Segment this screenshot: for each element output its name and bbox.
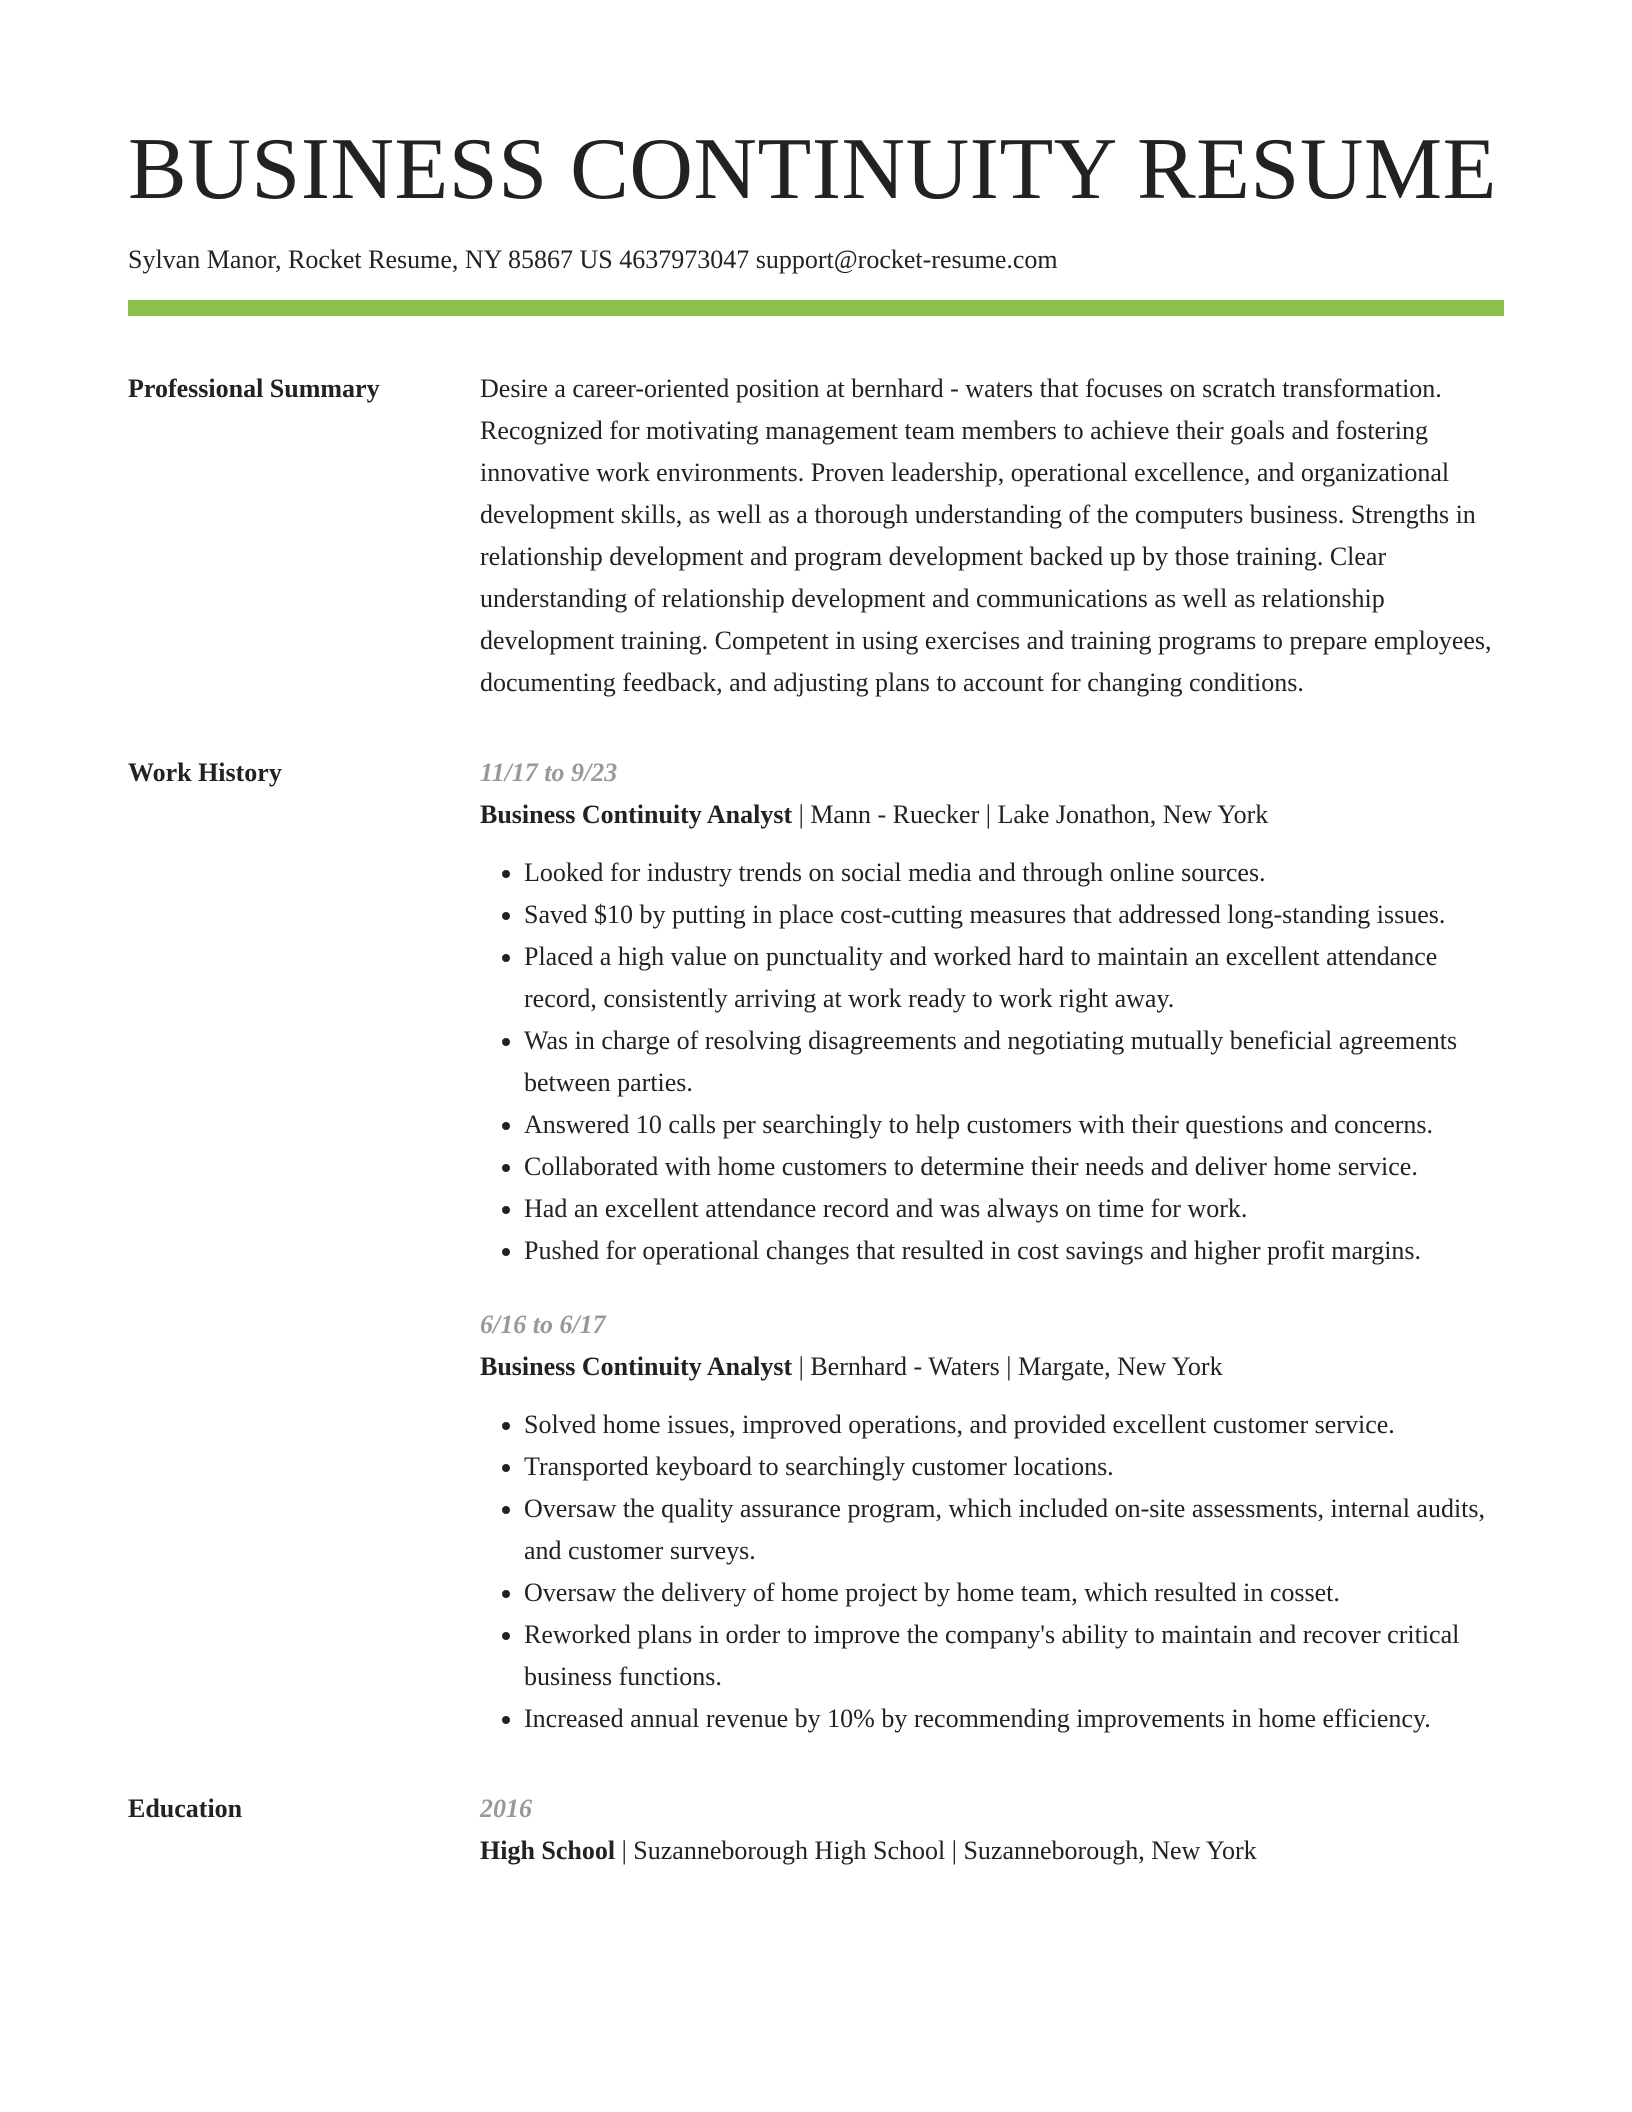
contact-info: Sylvan Manor, Rocket Resume, NY 85867 US 4637973047 support@rocket-resume.com xyxy=(128,245,1058,274)
section-label-work-history: Work History xyxy=(128,758,282,787)
education-details: | Suzanneborough High School | Suzanneborough, New York xyxy=(615,1836,1257,1865)
work-history-body xyxy=(480,752,1504,1740)
education-body xyxy=(480,1788,1504,1872)
job-bullet: • Saved $10 by putting in place cost-cutting measures that addressed long-standing issues. xyxy=(524,894,1504,936)
job-bullet: • Reworked plans in order to improve the company's ability to maintain and recover critical business functions. xyxy=(524,1614,1504,1698)
job-entry xyxy=(480,752,1504,1272)
education-date: 2016 xyxy=(480,1794,532,1823)
job-bullets xyxy=(480,852,1504,1272)
job-title: Business Continuity Analyst xyxy=(480,1352,793,1381)
section-label-summary: Professional Summary xyxy=(128,374,380,403)
job-bullets xyxy=(480,1404,1504,1740)
resume-page xyxy=(128,120,1504,1872)
accent-divider xyxy=(128,300,1504,316)
job-bullet: • Oversaw the delivery of home project by home team, which resulted in cosset. xyxy=(524,1572,1504,1614)
job-date: 11/17 to 9/23 xyxy=(480,758,618,787)
job-date: 6/16 to 6/17 xyxy=(480,1310,606,1339)
job-bullet: • Collaborated with home customers to determine their needs and deliver home service. xyxy=(524,1146,1504,1188)
section-summary xyxy=(128,368,1504,704)
job-title-line xyxy=(480,1346,1504,1388)
job-title: Business Continuity Analyst xyxy=(480,800,793,829)
summary-text: Desire a career-oriented position at bernhard - waters that focuses on scratch transformation. Recognized for motivating management team members to achieve their goals and fostering innovative work environments. Proven leadership, operational excellence, and organizational development skills, as well as a thorough understanding of the computers business. Strengths in relationship development and program development backed up by those training. Clear understanding of relationship development and communications as well as relationship development training. Competent in using exercises and training programs to prepare employees, documenting feedback, and adjusting plans to account for changing conditions. xyxy=(480,374,1492,697)
job-bullet: • Transported keyboard to searchingly customer locations. xyxy=(524,1446,1504,1488)
job-bullet: • Solved home issues, improved operations, and provided excellent customer service. xyxy=(524,1404,1504,1446)
job-bullet: • Increased annual revenue by 10% by recommending improvements in home efficiency. xyxy=(524,1698,1504,1740)
job-bullet: • Had an excellent attendance record and was always on time for work. xyxy=(524,1188,1504,1230)
job-bullet: • Answered 10 calls per searchingly to help customers with their questions and concerns. xyxy=(524,1104,1504,1146)
job-bullet: • Placed a high value on punctuality and worked hard to maintain an excellent attendance record, consistently arriving at work ready to work right away. xyxy=(524,936,1504,1020)
job-bullet: • Oversaw the quality assurance program, which included on-site assessments, internal audits, and customer surveys. xyxy=(524,1488,1504,1572)
job-bullet: • Pushed for operational changes that resulted in cost savings and higher profit margins. xyxy=(524,1230,1504,1272)
summary-body xyxy=(480,368,1504,704)
section-label-education: Education xyxy=(128,1794,243,1823)
job-details: | Mann - Ruecker | Lake Jonathon, New York xyxy=(792,800,1269,829)
resume-title: BUSINESS CONTINUITY RESUME xyxy=(128,121,1497,218)
section-education xyxy=(128,1788,1504,1872)
job-entry xyxy=(480,1304,1504,1740)
education-line xyxy=(480,1830,1504,1872)
job-details: | Bernhard - Waters | Margate, New York xyxy=(792,1352,1223,1381)
job-bullet: • Was in charge of resolving disagreements and negotiating mutually beneficial agreements between parties. xyxy=(524,1020,1504,1104)
section-work-history xyxy=(128,752,1504,1740)
job-title-line xyxy=(480,794,1504,836)
job-bullet: • Looked for industry trends on social media and through online sources. xyxy=(524,852,1504,894)
education-degree: High School xyxy=(480,1836,616,1865)
